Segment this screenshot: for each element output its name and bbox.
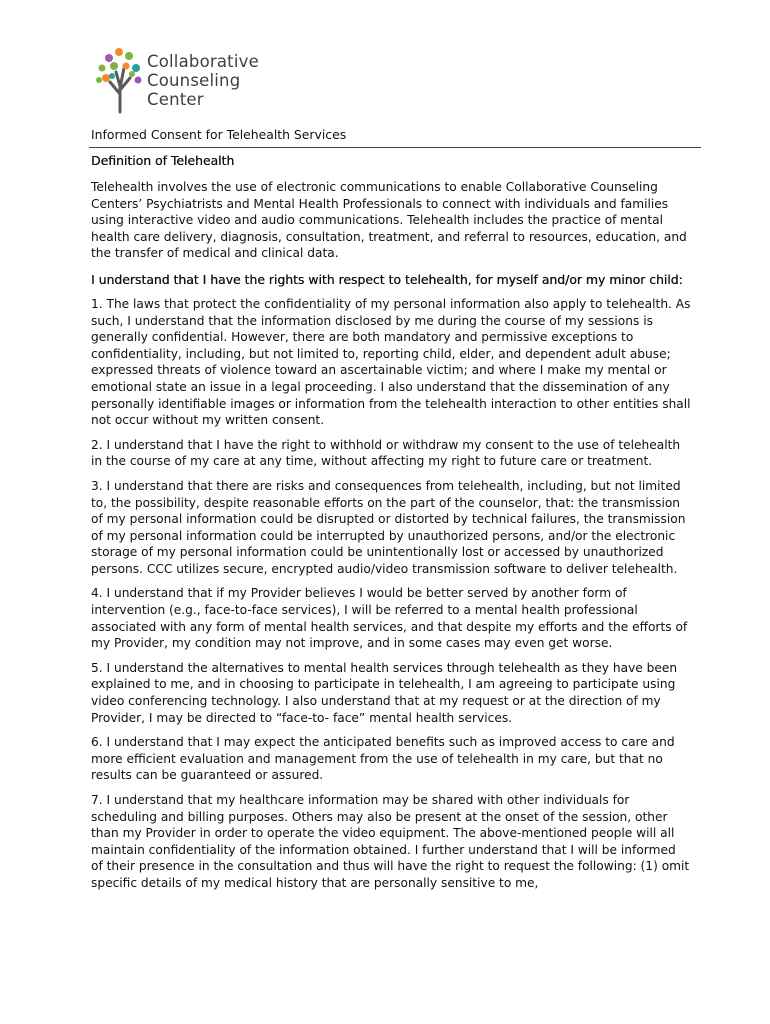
collaborative-counseling-center-logo: [94, 44, 294, 114]
intro-paragraph: Telehealth involves the use of electronic communications to enable Collaborative Counseling Centers’ Psychiatrists and Mental Health Professionals to connect with individuals and families using interactive video and audio communications. Telehealth includes the practice of mental health care delivery, diagnosis, consultation, treatment, and referral to resources, education, and the transfer of medical and clinical data.: [91, 180, 687, 261]
rights-item: 5. I understand the alternatives to mental health services through telehealth as they have been explained to me, and in choosing to participate in telehealth, I am agreeing to participate using video conferencing technology. I also understand that at my request or at the direction of my Provider, I may be directed to “face-to- face” mental health services.: [91, 660, 678, 725]
section-heading: Definition of Telehealth: [91, 153, 235, 168]
logo-line-1: Collaborative: [147, 52, 259, 71]
header-divider: [89, 147, 701, 148]
logo-wordmark: [147, 52, 259, 109]
rights-item: 7. I understand that my healthcare information may be shared with other individuals for scheduling and billing purposes. Others may also be present at the onset of the session, other than my Provider in order to operate the video equipment. The above-mentioned people will all maintain confidentiality of the information obtained. I further understand that I will be informed of their presence in the consultation and thus will have the right to request the following: (1) omit specific details of my medical history that are personally sensitive to me,: [91, 793, 690, 890]
rights-item: 3. I understand that there are risks and consequences from telehealth, including, but not limited to, the possibility, despite reasonable efforts on the part of the counselor, that: the transmission of my personal information could be disrupted or distorted by technical failures, the transmission of my personal information could be interrupted by unauthorized persons, and/or the electronic storage of my personal information could be unintentionally lost or accessed by unauthorized persons. CCC utilizes secure, encrypted audio/video transmission software to deliver telehealth.: [91, 478, 686, 576]
rights-item: 1. The laws that protect the confidentiality of my personal information also apply to telehealth. As such, I understand that the information disclosed by me during the course of my sessions is generally confidential. However, there are both mandatory and permissive exceptions to confidentiality, including, but not limited to, reporting child, elder, and dependent adult abuse; expressed threats of violence toward an ascertainable victim; and where I make my mental or emotional state an issue in a legal proceeding. I also understand that the dissemination of any personally identifiable images or information from the telehealth interaction to other entities shall not occur without my written consent.: [91, 296, 691, 428]
logo-line-2: Counseling: [147, 71, 241, 90]
document-body: [91, 153, 691, 900]
tree-logo-icon: [94, 44, 150, 114]
rights-heading: I understand that I have the rights with respect to telehealth, for myself and/or my minor child:: [91, 271, 683, 287]
rights-item: 2. I understand that I have the right to withhold or withdraw my consent to the use of telehealth in the course of my care at any time, without affecting my right to future care or treatment.: [91, 437, 681, 469]
rights-item: 6. I understand that I may expect the anticipated benefits such as improved access to care and more efficient evaluation and management from the use of telehealth in my care, but that no results can be guaranteed or assured.: [91, 735, 675, 783]
logo-line-3: Center: [147, 90, 204, 109]
document-header-title: Informed Consent for Telehealth Services: [91, 127, 347, 142]
rights-item: 4. I understand that if my Provider believes I would be better served by another form of intervention (e.g., face-to-face services), I will be referred to a mental health professional associated with any form of mental health services, and that despite my efforts and the efforts of my Provider, my condition may not improve, and in some cases may even get worse.: [91, 586, 688, 651]
